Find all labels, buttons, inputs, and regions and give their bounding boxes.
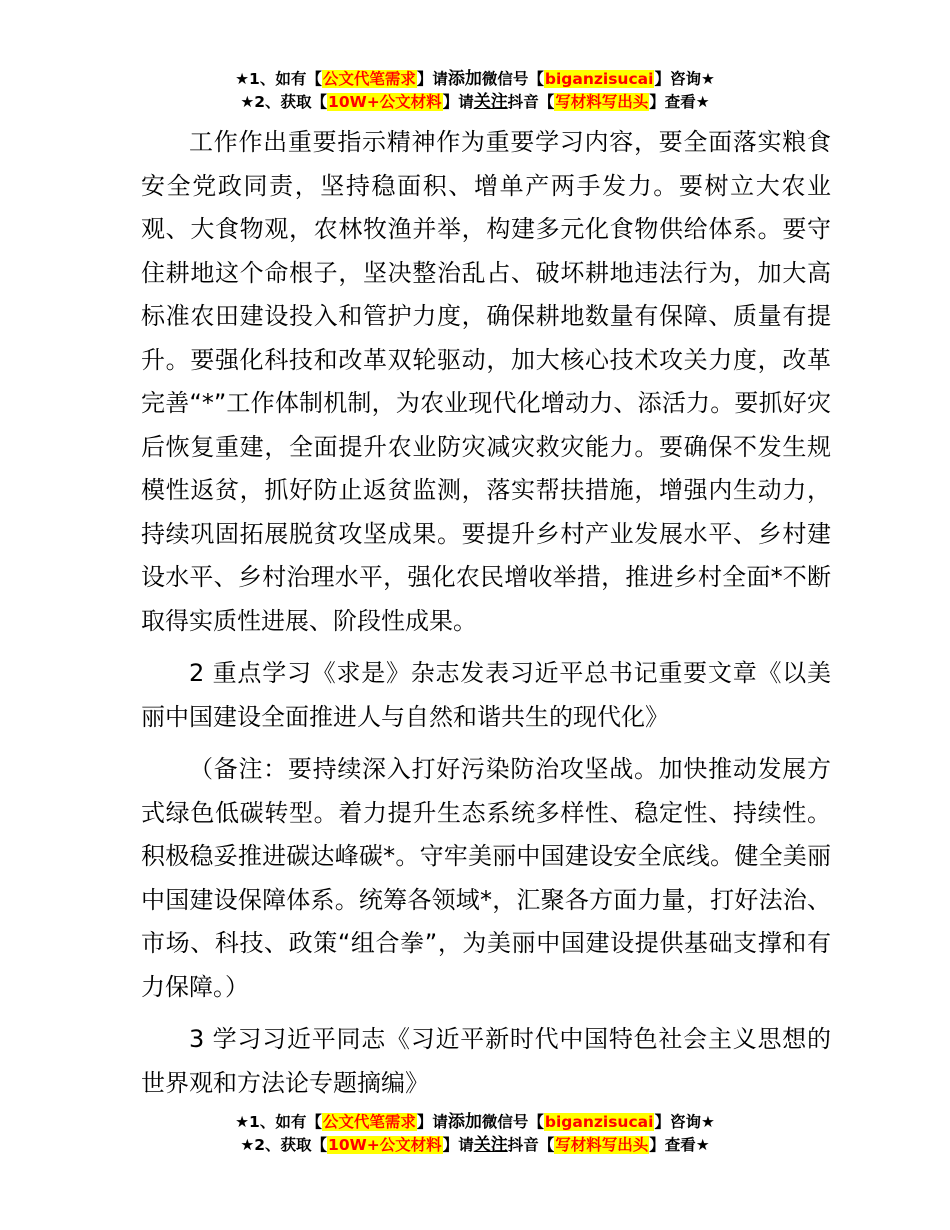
banner-emphasis: 关注 (473, 92, 508, 112)
banner-text: 】查看★ (649, 1136, 710, 1154)
banner-text: 】请 (416, 70, 448, 88)
banner-text: 】咨询★ (654, 70, 715, 88)
banner-text: 抖音【 (507, 1136, 555, 1154)
banner-text: 】咨询★ (654, 1113, 715, 1131)
banner-line-2 (0, 1134, 950, 1157)
banner-line-1 (0, 1111, 950, 1134)
banner-text: ★1、如有【 (235, 1113, 322, 1131)
banner-text: 微信号【 (481, 1113, 544, 1131)
highlight-materials: 10W+公文材料 (328, 1136, 442, 1154)
header-banner (0, 68, 950, 114)
highlight-wechat-id: biganzisucai (544, 1113, 654, 1131)
banner-emphasis: 添加 (447, 69, 482, 89)
banner-text: 】请 (442, 1136, 474, 1154)
banner-text: 】请 (416, 1113, 448, 1131)
highlight-service: 公文代笔需求 (322, 1113, 416, 1131)
banner-emphasis: 添加 (447, 1112, 482, 1132)
footer-banner (0, 1111, 950, 1157)
paragraph-item-2: 2 重点学习《求是》杂志发表习近平总书记重要文章《以美丽中国建设全面推进人与自然和谐共生的现代化》 (141, 659, 831, 731)
banner-line-2 (0, 91, 950, 114)
banner-text: ★1、如有【 (235, 70, 322, 88)
paragraph-agriculture: 工作作出重要指示精神作为重要学习内容，要全面落实粮食安全党政同责，坚持稳面积、增单产两手发力。要树立大农业观、大食物观，农林牧渔并举，构建多元化食物供给体系。要守住耕地这个命根子，坚决整治乱占、破坏耕地违法行为，加大高标准农田建设投入和管护力度，确保耕地数量有保障、质量有提升。要强化科技和改革双轮驱动，加大核心技术攻关力度，改革完善“*”工作体制机制，为农业现代化增动力、添活力。要抓好灾后恢复重建，全面提升农业防灾减灾救灾能力。要确保不发生规模性返贫，抓好防止返贫监测，落实帮扶措施，增强内生动力，持续巩固拓展脱贫攻坚成果。要提升乡村产业发展水平、乡村建设水平、乡村治理水平，强化农民增收举措，推进乡村全面*不断取得实质性进展、阶段性成果。 (141, 128, 831, 635)
banner-text: 抖音【 (507, 93, 555, 111)
highlight-wechat-id: biganzisucai (544, 70, 654, 88)
paragraph-item-3: 3 学习习近平同志《习近平新时代中国特色社会主义思想的世界观和方法论专题摘编》 (141, 1025, 831, 1097)
paragraph-note: （备注：要持续深入打好污染防治攻坚战。加快推动发展方式绿色低碳转型。着力提升生态系统多样性、稳定性、持续性。积极稳妥推进碳达峰碳*。守牢美丽中国建设安全底线。健全美丽中国建设保障体系。统筹各领域*，汇聚各方面力量，打好法治、市场、科技、政策“组合拳”，为美丽中国建设提供基础支撑和有力保障。） (141, 755, 831, 1001)
document-body (141, 121, 831, 1105)
highlight-service: 公文代笔需求 (322, 70, 416, 88)
banner-text: 】请 (442, 93, 474, 111)
banner-text: 】查看★ (649, 93, 710, 111)
banner-text: 微信号【 (481, 70, 544, 88)
banner-text: ★2、获取【 (240, 1136, 328, 1154)
highlight-materials: 10W+公文材料 (328, 93, 442, 111)
highlight-douyin: 写材料写出头 (555, 1136, 649, 1154)
banner-text: ★2、获取【 (240, 93, 328, 111)
highlight-douyin: 写材料写出头 (555, 93, 649, 111)
banner-emphasis: 关注 (473, 1135, 508, 1155)
banner-line-1 (0, 68, 950, 91)
